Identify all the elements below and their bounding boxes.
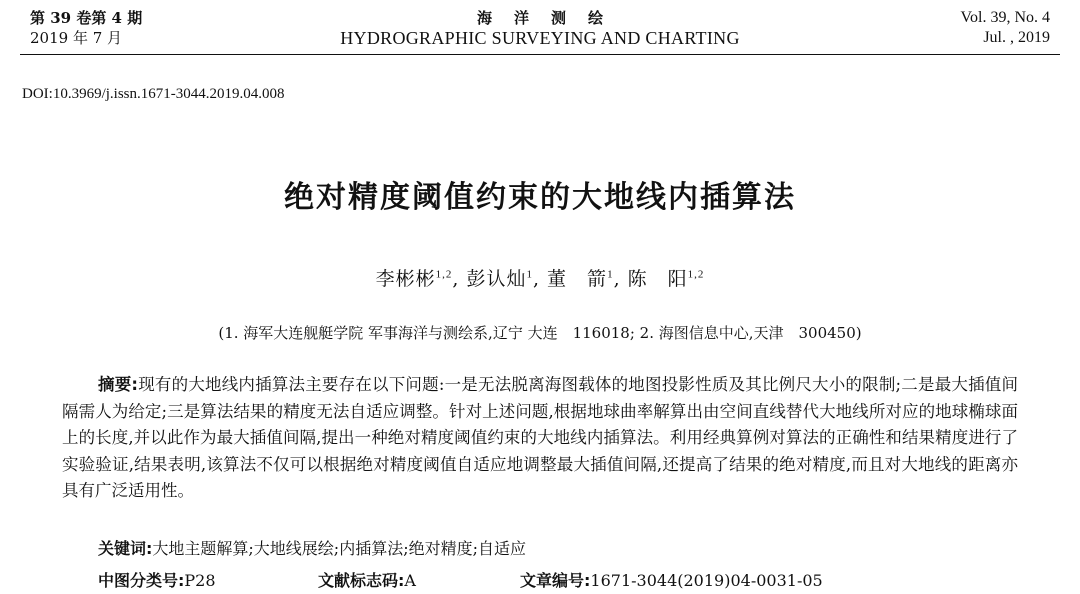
author (628, 268, 705, 290)
author-name: 彭认灿 (466, 268, 527, 290)
journal-name (0, 8, 1080, 48)
journal-name-cn: 海洋测绘 (476, 9, 625, 27)
clc-number (98, 568, 216, 591)
volume-issue: 第 39 卷第 4 期 (30, 9, 143, 27)
keywords-label: 关键词: (98, 539, 153, 558)
author (376, 268, 460, 290)
author-affil-mark: 1,2 (687, 268, 705, 281)
journal-name-en: HYDROGRAPHIC SURVEYING AND CHARTING (340, 28, 740, 48)
article-number-value: 1671-3044(2019)04-0031-05 (590, 571, 823, 590)
abstract (62, 372, 1018, 505)
author-list (0, 264, 1080, 291)
affiliations: (1. 海军大连舰艇学院 军事海洋与测绘系,辽宁 大连 116018; 2. 海图信息中心,天津 300450) (218, 324, 862, 342)
author (466, 268, 540, 290)
author-separator: , (532, 268, 540, 290)
keywords-text: 大地主题解算;大地线展绘;内插算法;绝对精度;自适应 (152, 539, 526, 558)
clc-label: 中图分类号: (98, 571, 185, 590)
doi: DOI:10.3969/j.issn.1671-3044.2019.04.008 (22, 86, 285, 102)
document-code (318, 568, 416, 591)
author (547, 268, 621, 290)
date-en: Jul. , 2019 (983, 29, 1050, 46)
author-name: 李彬彬 (375, 268, 436, 290)
article-number-label: 文章编号: (520, 571, 591, 590)
author-name: 董 箭 (547, 268, 608, 290)
author-affil-mark: 1 (607, 268, 614, 281)
author-name: 陈 阳 (627, 268, 688, 290)
clc-value: P28 (184, 571, 216, 590)
author-separator: , (452, 268, 460, 290)
header-rule (20, 54, 1060, 55)
abstract-text: 现有的大地线内插算法主要存在以下问题:一是无法脱离海图载体的地图投影性质及其比例尺大小的限制;二是最大插值间隔需人为给定;三是算法结果的精度无法自适应调整。针对上述问题,根据地球曲率解算出由空间直线替代大地线所对应的地球椭球面上的长度,并以此作为最大插值间隔,提出一种绝对精度阈值约束的大地线内插算法。利用经典算例对算法的正确性和结果精度进行了实验验证,结果表明,该算法不仅可以根据绝对精度阈值自适应地调整最大插值间隔,还提高了结果的绝对精度,而且对大地线的距离亦具有广泛适用性。 (62, 375, 1018, 500)
author-affil-mark: 1,2 (435, 268, 453, 281)
abstract-label: 摘要: (98, 375, 139, 394)
keywords (98, 536, 526, 559)
volume-number-en: Vol. 39, No. 4 (960, 9, 1050, 26)
paper-title: 绝对精度阈值约束的大地线内插算法 (284, 180, 796, 215)
document-code-label: 文献标志码: (318, 571, 405, 590)
publication-date: 2019 年 7 月 (30, 29, 123, 47)
author-affil-mark: 1 (526, 268, 533, 281)
document-code-value: A (404, 571, 416, 590)
article-number (520, 568, 823, 591)
author-separator: , (613, 268, 621, 290)
volume-issue-en (961, 8, 1051, 48)
